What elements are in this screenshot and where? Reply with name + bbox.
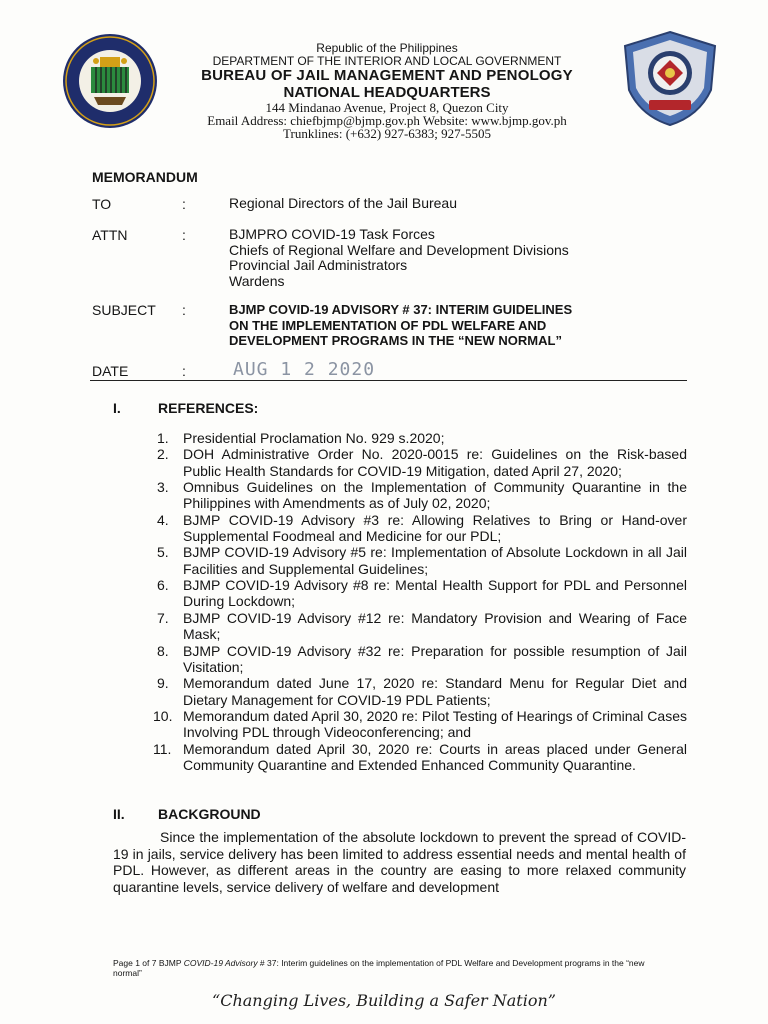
subject-label: SUBJECT [92,302,156,318]
letterhead [160,42,614,140]
footer-prefix: Page 1 of 7 BJMP [113,958,184,968]
reference-text: Memorandum dated April 30, 2020 re: Courts in areas placed under General Community Quarantine and Extended Enhanced Community Quarantine. [183,740,687,773]
reference-number: 3. [157,479,169,496]
reference-item [157,675,687,708]
references-title: REFERENCES: [158,400,259,416]
reference-text: Presidential Proclamation No. 929 s.2020; [183,430,445,446]
date-stamp: AUG 1 2 2020 [233,359,376,380]
header-divider [90,380,687,381]
attn-line: BJMPRO COVID-19 Task Forces [229,226,435,242]
reference-number: 8. [157,642,169,659]
headquarters-name: NATIONAL HEADQUARTERS [283,83,491,101]
subject-line: DEVELOPMENT PROGRAMS IN THE “NEW NORMAL” [229,333,562,348]
attn-line: Chiefs of Regional Welfare and Development Divisions [229,241,569,258]
background-title: BACKGROUND [158,806,261,822]
reference-text: Memorandum dated April 30, 2020 re: Pilot Testing of Hearings of Criminal Cases Involving PDL through Videoconferencing; and [183,707,687,741]
reference-item [153,740,687,774]
footer-suffix: # 37: Interim guidelines on the implementation of PDL Welfare and Development programs in the “new normal” [113,958,645,978]
reference-number: 7. [157,609,169,626]
address-line: 144 Mindanao Avenue, Project 8, Quezon City [265,100,509,116]
background-paragraph: Since the implementation of the absolute lockdown to prevent the spread of COVID-19 in jails, service delivery has been limited to address essential needs and mental health of PDL. However, as different areas in the country are easing to more relaxed community quarantine levels, service delivery of welfare and development [113,829,686,895]
republic-line: Republic of the Philippines [316,41,458,55]
date-colon: : [182,363,186,379]
reference-item [157,610,687,643]
reference-text: BJMP COVID-19 Advisory #12 re: Mandatory Provision and Wearing of Face Mask; [183,609,687,643]
reference-text: BJMP COVID-19 Advisory #32 re: Preparation for possible resumption of Jail Visitation; [183,642,687,675]
to-label: TO [92,196,112,212]
reference-number: 9. [157,675,169,692]
reference-number: 1. [157,430,169,446]
bjmp-seal-logo [50,31,170,131]
to-value: Regional Directors of the Jail Bureau [229,195,458,211]
reference-number: 6. [157,577,169,594]
attn-line: Wardens [229,272,285,289]
reference-item [157,577,687,610]
subject-values [229,302,689,349]
reference-item [157,430,687,446]
reference-number: 2. [157,446,169,463]
reference-number: 10. [153,707,173,724]
reference-text: Omnibus Guidelines on the Implementation of Community Quarantine in the Philippines with Amendments as of July 02, 2020; [183,479,687,512]
page-footer-note [113,958,673,978]
reference-text: BJMP COVID-19 Advisory #5 re: Implementation of Absolute Lockdown in all Jail Facilities and Supplemental Guidelines; [183,544,687,577]
attn-line: Provincial Jail Administrators [229,257,408,273]
reference-text: Memorandum dated June 17, 2020 re: Standard Menu for Regular Diet and Dietary Management for COVID-19 PDL Patients; [183,675,687,708]
references-list [153,430,687,773]
footer-advisory: COVID-19 Advisory [183,958,258,968]
reference-number: 4. [157,511,169,528]
motto: “Changing Lives, Building a Safer Nation” [212,991,556,1010]
reference-number: 11. [153,740,172,757]
memo-title: MEMORANDUM [92,169,198,185]
attn-label: ATTN [92,227,128,243]
subject-line: ON THE IMPLEMENTATION OF PDL WELFARE AND [229,317,547,333]
to-colon: : [182,196,186,212]
attn-values [229,227,689,289]
subject-line: BJMP COVID-19 ADVISORY # 37: INTERIM GUIDELINES [229,302,573,317]
department-line: DEPARTMENT OF THE INTERIOR AND LOCAL GOVERNMENT [212,54,562,69]
trunklines-line: Trunklines: (+632) 927-6383; 927-5505 [283,126,491,142]
background-number: II. [113,806,125,822]
email-website-line: Email Address: chiefbjmp@bjmp.gov.ph Website: www.bjmp.gov.ph [207,113,567,129]
reference-text: BJMP COVID-19 Advisory #8 re: Mental Health Support for PDL and Personnel During Lockdown; [183,577,687,610]
reference-item [157,446,687,479]
reference-text: DOH Administrative Order No. 2020-0015 re: Guidelines on the Risk-based Public Health Standards for COVID-19 Mitigation, dated April 27, 2020; [183,446,687,479]
bureau-name: BUREAU OF JAIL MANAGEMENT AND PENOLOGY [201,67,573,85]
attn-colon: : [182,227,186,243]
subject-colon: : [182,302,186,318]
reference-item [157,479,687,512]
reference-item [157,544,687,577]
reference-item [157,643,687,676]
reference-item [157,512,687,545]
service-badge-logo [619,28,721,128]
date-label: DATE [92,363,129,379]
reference-number: 5. [157,544,169,561]
references-number: I. [113,400,121,416]
reference-item [153,707,687,741]
reference-text: BJMP COVID-19 Advisory #3 re: Allowing Relatives to Bring or Hand-over Supplemental Foodmeal and Medicine for our PDL; [183,511,687,545]
